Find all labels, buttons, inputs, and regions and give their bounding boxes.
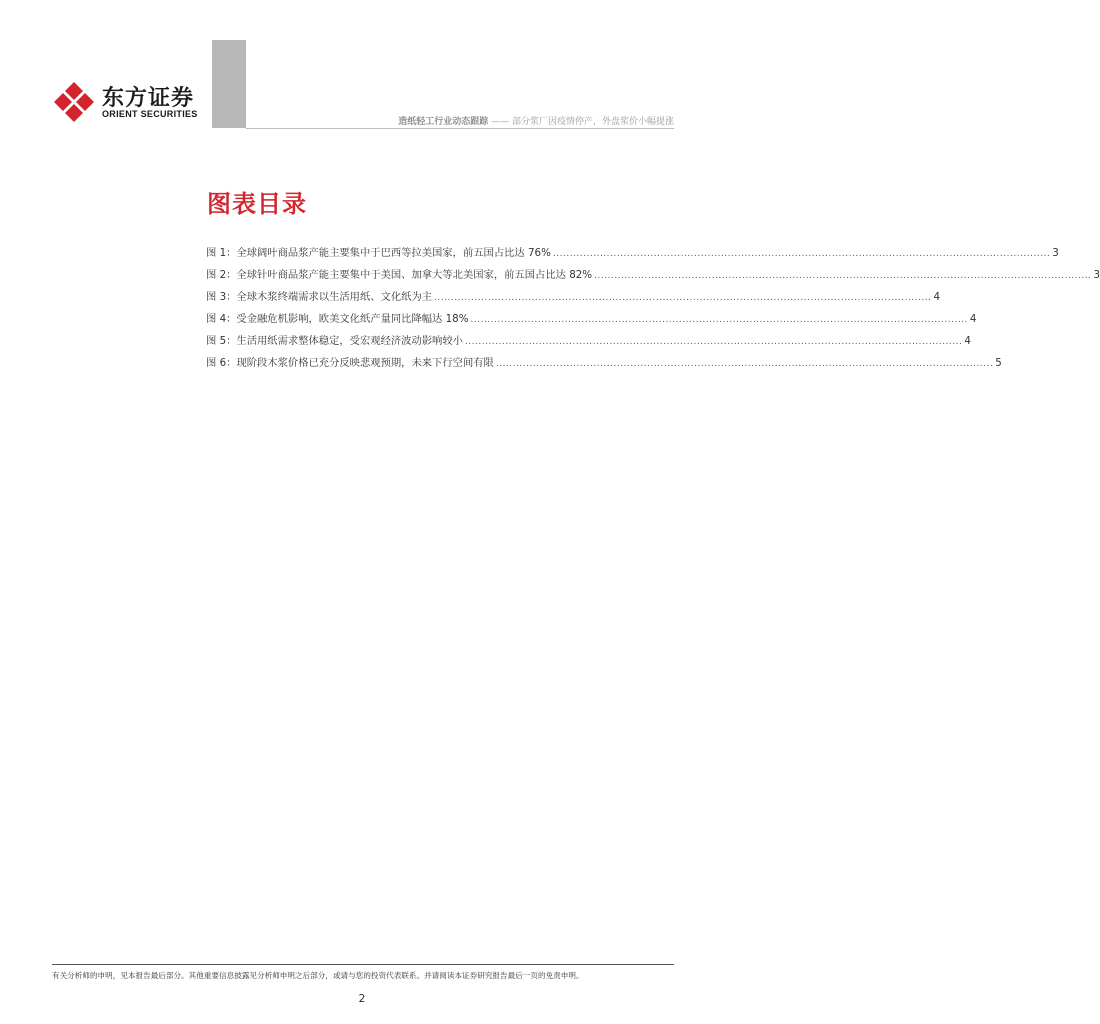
toc-item-label: 图 4：受金融危机影响，欧美文化纸产量同比降幅达 18% xyxy=(206,313,469,325)
toc-dot-leader: .................................................................................................................................................... xyxy=(434,293,932,303)
header-separator: —— xyxy=(491,117,510,127)
logo-name-cn: 东方证券 xyxy=(102,86,195,111)
toc-dot-leader: .................................................................................................................................................... xyxy=(470,315,968,325)
toc-item-label: 图 5：生活用纸需求整体稳定，受宏观经济波动影响较小 xyxy=(206,335,463,347)
toc-item-page: 4 xyxy=(969,313,977,325)
header-accent-bar xyxy=(212,40,246,128)
toc-dot-leader: .................................................................................................................................................... xyxy=(464,337,963,347)
toc-item-page: 4 xyxy=(933,291,941,303)
toc-item[interactable] xyxy=(206,310,977,332)
toc-item[interactable] xyxy=(206,332,971,354)
toc-item[interactable] xyxy=(206,266,1100,288)
toc-item-page: 4 xyxy=(964,335,971,347)
header-report-title xyxy=(398,114,674,127)
toc-dot-leader: .................................................................................................................................................... xyxy=(495,359,994,369)
toc-list xyxy=(206,244,1100,376)
toc-item[interactable] xyxy=(206,244,1059,266)
toc-item-page: 3 xyxy=(1052,247,1059,259)
company-logo xyxy=(52,80,212,124)
toc-item[interactable] xyxy=(206,288,941,310)
footer-divider xyxy=(52,964,674,965)
orient-securities-logo-icon xyxy=(52,80,96,124)
toc-item-label: 图 6：现阶段木浆价格已充分反映悲观预期，未来下行空间有限 xyxy=(206,357,494,369)
toc-item-page: 5 xyxy=(995,357,1002,369)
toc-dot-leader: .................................................................................................................................................... xyxy=(552,249,1051,259)
header-category: 造纸轻工行业动态跟踪 xyxy=(398,117,489,127)
header-divider xyxy=(246,128,674,129)
toc-item[interactable] xyxy=(206,354,1002,376)
toc-title: 图表目录 xyxy=(207,190,307,218)
toc-item-label: 图 1：全球阔叶商品浆产能主要集中于巴西等拉美国家，前五国占比达 76% xyxy=(206,247,551,259)
logo-name-en: ORIENT SECURITIES xyxy=(102,109,198,119)
toc-item-page: 3 xyxy=(1093,269,1100,281)
toc-dot-leader: .................................................................................................................................................... xyxy=(594,271,1092,281)
toc-item-label: 图 2：全球针叶商品浆产能主要集中于美国、加拿大等北美国家，前五国占比达 82% xyxy=(206,269,593,281)
page-number: 2 xyxy=(358,992,366,1005)
header-subtitle: 部分浆厂因疫情停产，外盘浆价小幅提涨 xyxy=(511,117,674,127)
footer-disclaimer: 有关分析师的申明，见本报告最后部分。其他重要信息披露见分析师申明之后部分，或请与您的投资代表联系。并请阅读本证券研究报告最后一页的免责申明。 xyxy=(52,971,584,980)
toc-item-label: 图 3：全球木浆终端需求以生活用纸、文化纸为主 xyxy=(206,291,433,303)
